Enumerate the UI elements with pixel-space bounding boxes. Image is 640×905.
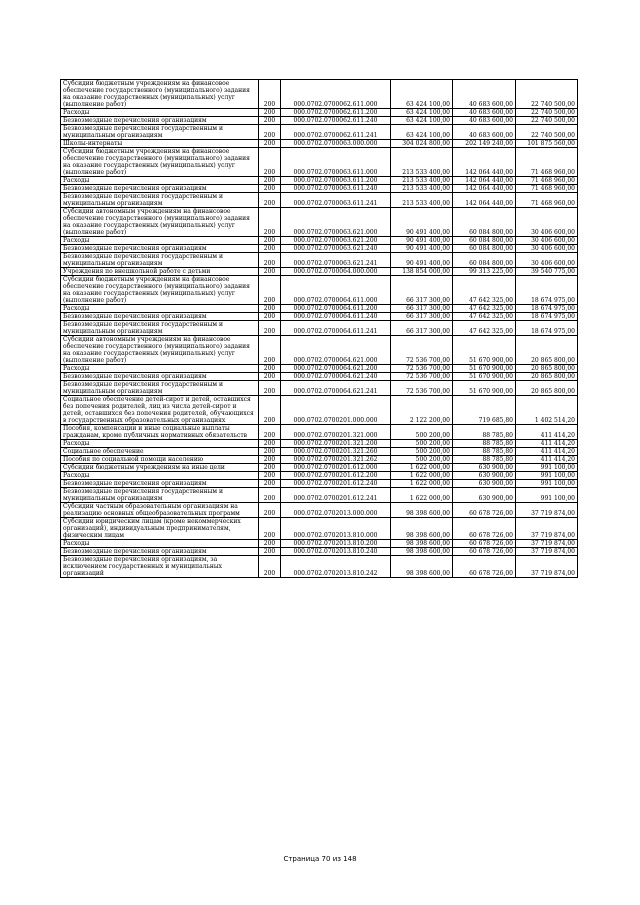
- row-remaining: 39 540 775,00: [516, 268, 578, 276]
- row-name: Безвозмездные перечисления организациям: [61, 548, 259, 556]
- row-remaining: 22 740 500,00: [516, 80, 578, 109]
- row-executed: 60 678 726,00: [453, 556, 516, 578]
- row-classification: 000.0702.0700064.621.240: [281, 373, 391, 381]
- row-executed: 40 683 600,00: [453, 117, 516, 125]
- row-approved: 72 536 700,00: [391, 381, 453, 396]
- row-approved: 1 622 000,00: [391, 488, 453, 503]
- table-row: [61, 276, 578, 305]
- table-row: [61, 396, 578, 425]
- row-name: Субсидии автономным учреждениям на финансовое обеспечение государственного (муниципального) задания на оказание государственных (муниципальных) услуг (выполнение работ): [61, 208, 259, 237]
- row-name: Субсидии бюджетным учреждениям на финансовое обеспечение государственного (муниципального) задания на оказание государственных (муниципальных) услуг (выполнение работ): [61, 148, 259, 177]
- row-remaining: 71 468 960,00: [516, 148, 578, 177]
- row-approved: 63 424 100,00: [391, 117, 453, 125]
- table-row: [61, 373, 578, 381]
- table-row: [61, 125, 578, 140]
- row-remaining: 37 719 874,00: [516, 548, 578, 556]
- table-row: [61, 245, 578, 253]
- row-code: 200: [259, 253, 281, 268]
- row-name: Расходы: [61, 472, 259, 480]
- row-executed: 51 670 900,00: [453, 381, 516, 396]
- row-code: 200: [259, 518, 281, 540]
- row-name: Расходы: [61, 540, 259, 548]
- row-classification: 000.0702.0700062.611.240: [281, 117, 391, 125]
- row-executed: 47 642 325,00: [453, 321, 516, 336]
- row-classification: 000.0702.0700063.611.241: [281, 193, 391, 208]
- row-classification: 000.0702.0702013.000.000: [281, 503, 391, 518]
- row-remaining: 37 719 874,00: [516, 503, 578, 518]
- row-name: Субсидии бюджетным учреждениям на иные цели: [61, 464, 259, 472]
- row-approved: 500 200,00: [391, 440, 453, 448]
- row-executed: 51 670 900,00: [453, 373, 516, 381]
- row-remaining: 101 875 560,00: [516, 140, 578, 148]
- row-classification: 000.0702.0700063.621.200: [281, 237, 391, 245]
- row-executed: 88 785,80: [453, 456, 516, 464]
- row-remaining: 411 414,20: [516, 448, 578, 456]
- row-remaining: 18 674 975,00: [516, 313, 578, 321]
- row-approved: 500 200,00: [391, 425, 453, 440]
- row-name: Безвозмездные перечисления организациям: [61, 117, 259, 125]
- row-remaining: 37 719 874,00: [516, 540, 578, 548]
- row-code: 200: [259, 208, 281, 237]
- row-remaining: 37 719 874,00: [516, 556, 578, 578]
- row-executed: 202 149 240,00: [453, 140, 516, 148]
- row-classification: 000.0702.0702013.810.242: [281, 556, 391, 578]
- row-executed: 88 785,80: [453, 425, 516, 440]
- row-name: Безвозмездные перечисления государственным и муниципальным организациям: [61, 125, 259, 140]
- row-code: 200: [259, 276, 281, 305]
- row-classification: 000.0702.0700064.621.200: [281, 365, 391, 373]
- table-row: [61, 480, 578, 488]
- row-approved: 90 491 400,00: [391, 237, 453, 245]
- table-row: [61, 365, 578, 373]
- table-row: [61, 117, 578, 125]
- row-classification: 000.0702.0700201.321.262: [281, 456, 391, 464]
- row-code: 200: [259, 556, 281, 578]
- row-approved: 98 398 600,00: [391, 548, 453, 556]
- row-classification: 000.0702.0700064.611.241: [281, 321, 391, 336]
- table-row: [61, 440, 578, 448]
- table-row: [61, 80, 578, 109]
- row-executed: 47 642 325,00: [453, 305, 516, 313]
- table-row: [61, 456, 578, 464]
- row-classification: 000.0702.0700064.611.000: [281, 276, 391, 305]
- table-row: [61, 140, 578, 148]
- row-name: Безвозмездные перечисления организациям, за исключением государственных и муниципальных организаций: [61, 556, 259, 578]
- row-approved: 66 317 300,00: [391, 321, 453, 336]
- table-row: [61, 503, 578, 518]
- row-remaining: 20 865 800,00: [516, 381, 578, 396]
- row-code: 200: [259, 480, 281, 488]
- row-approved: 138 854 000,00: [391, 268, 453, 276]
- row-classification: 000.0702.0700064.621.241: [281, 381, 391, 396]
- row-remaining: 20 865 800,00: [516, 336, 578, 365]
- row-remaining: 411 414,20: [516, 425, 578, 440]
- row-remaining: 37 719 874,00: [516, 518, 578, 540]
- row-code: 200: [259, 140, 281, 148]
- row-remaining: 991 100,00: [516, 488, 578, 503]
- row-executed: 142 064 440,00: [453, 177, 516, 185]
- row-remaining: 22 740 500,00: [516, 125, 578, 140]
- row-classification: 000.0702.0700064.000.000: [281, 268, 391, 276]
- row-name: Расходы: [61, 440, 259, 448]
- row-classification: 000.0702.0702013.810.240: [281, 548, 391, 556]
- row-code: 200: [259, 472, 281, 480]
- table-row: [61, 321, 578, 336]
- row-remaining: 20 865 800,00: [516, 373, 578, 381]
- row-approved: 90 491 400,00: [391, 208, 453, 237]
- row-classification: 000.0702.0702013.810.200: [281, 540, 391, 548]
- row-classification: 000.0702.0700064.621.000: [281, 336, 391, 365]
- page-number: Страница 70 из 148: [283, 855, 357, 863]
- row-classification: 000.0702.0700063.611.200: [281, 177, 391, 185]
- row-remaining: 411 414,20: [516, 440, 578, 448]
- row-approved: 213 533 400,00: [391, 177, 453, 185]
- row-approved: 1 622 000,00: [391, 472, 453, 480]
- row-executed: 60 084 800,00: [453, 253, 516, 268]
- row-classification: 000.0702.0700063.611.240: [281, 185, 391, 193]
- row-approved: 98 398 600,00: [391, 518, 453, 540]
- row-executed: 60 678 726,00: [453, 503, 516, 518]
- row-executed: 60 084 800,00: [453, 245, 516, 253]
- row-classification: 000.0702.0700064.611.200: [281, 305, 391, 313]
- row-name: Безвозмездные перечисления государственным и муниципальным организациям: [61, 381, 259, 396]
- row-remaining: 20 865 800,00: [516, 365, 578, 373]
- row-name: Пособия, компенсации и иные социальные выплаты гражданам, кроме публичных нормативных обязательств: [61, 425, 259, 440]
- row-executed: 99 313 225,00: [453, 268, 516, 276]
- row-executed: 40 683 600,00: [453, 109, 516, 117]
- row-name: Безвозмездные перечисления государственным и муниципальным организациям: [61, 488, 259, 503]
- row-executed: 51 670 900,00: [453, 365, 516, 373]
- row-executed: 630 900,00: [453, 472, 516, 480]
- table-row: [61, 336, 578, 365]
- row-classification: 000.0702.0700063.000.000: [281, 140, 391, 148]
- row-code: 200: [259, 540, 281, 548]
- row-approved: 66 317 300,00: [391, 313, 453, 321]
- row-executed: 60 678 726,00: [453, 518, 516, 540]
- row-approved: 90 491 400,00: [391, 245, 453, 253]
- table-row: [61, 237, 578, 245]
- row-name: Безвозмездные перечисления организациям: [61, 373, 259, 381]
- row-executed: 60 084 800,00: [453, 237, 516, 245]
- row-approved: 213 533 400,00: [391, 185, 453, 193]
- row-remaining: 30 406 600,00: [516, 237, 578, 245]
- table-row: [61, 518, 578, 540]
- row-approved: 63 424 100,00: [391, 109, 453, 117]
- row-code: 200: [259, 503, 281, 518]
- row-code: 200: [259, 381, 281, 396]
- row-name: Безвозмездные перечисления государственным и муниципальным организациям: [61, 321, 259, 336]
- row-classification: 000.0702.0700201.321.000: [281, 425, 391, 440]
- row-name: Безвозмездные перечисления организациям: [61, 480, 259, 488]
- row-code: 200: [259, 440, 281, 448]
- row-name: Расходы: [61, 365, 259, 373]
- row-executed: 40 683 600,00: [453, 80, 516, 109]
- row-code: 200: [259, 488, 281, 503]
- row-code: 200: [259, 237, 281, 245]
- row-remaining: 30 406 600,00: [516, 208, 578, 237]
- row-code: 200: [259, 125, 281, 140]
- row-approved: 66 317 300,00: [391, 276, 453, 305]
- row-code: 200: [259, 425, 281, 440]
- row-code: 200: [259, 321, 281, 336]
- row-name: Безвозмездные перечисления государственным и муниципальным организациям: [61, 193, 259, 208]
- row-classification: 000.0702.0700063.621.240: [281, 245, 391, 253]
- row-executed: 47 642 325,00: [453, 276, 516, 305]
- row-code: 200: [259, 268, 281, 276]
- row-classification: 000.0702.0700062.611.241: [281, 125, 391, 140]
- row-approved: 2 122 200,00: [391, 396, 453, 425]
- row-approved: 72 536 700,00: [391, 373, 453, 381]
- row-code: 200: [259, 336, 281, 365]
- row-approved: 500 200,00: [391, 448, 453, 456]
- row-name: Расходы: [61, 177, 259, 185]
- row-code: 200: [259, 185, 281, 193]
- row-remaining: 991 100,00: [516, 472, 578, 480]
- row-executed: 47 642 325,00: [453, 313, 516, 321]
- table-row: [61, 268, 578, 276]
- row-name: Расходы: [61, 305, 259, 313]
- row-code: 200: [259, 305, 281, 313]
- row-code: 200: [259, 456, 281, 464]
- row-executed: 40 683 600,00: [453, 125, 516, 140]
- row-executed: 719 685,80: [453, 396, 516, 425]
- row-code: 200: [259, 396, 281, 425]
- row-approved: 98 398 600,00: [391, 540, 453, 548]
- row-classification: 000.0702.0700201.000.000: [281, 396, 391, 425]
- row-name: Социальное обеспечение детей-сирот и детей, оставшихся без попечения родителей, лиц из числа детей-сирот и детей, оставшихся без попечения родителей, обучающихся в государственных образовательных организациях: [61, 396, 259, 425]
- row-approved: 213 533 400,00: [391, 148, 453, 177]
- row-remaining: 411 414,20: [516, 456, 578, 464]
- table-row: [61, 448, 578, 456]
- row-approved: 66 317 300,00: [391, 305, 453, 313]
- row-approved: 98 398 600,00: [391, 503, 453, 518]
- row-code: 200: [259, 193, 281, 208]
- row-approved: 63 424 100,00: [391, 125, 453, 140]
- row-classification: 000.0702.0700201.612.000: [281, 464, 391, 472]
- row-classification: 000.0702.0700201.612.241: [281, 488, 391, 503]
- table-row: [61, 208, 578, 237]
- row-approved: 304 024 800,00: [391, 140, 453, 148]
- row-classification: 000.0702.0700062.611.000: [281, 80, 391, 109]
- row-executed: 60 084 800,00: [453, 208, 516, 237]
- table-row: [61, 472, 578, 480]
- row-remaining: 991 100,00: [516, 480, 578, 488]
- row-code: 200: [259, 148, 281, 177]
- row-code: 200: [259, 313, 281, 321]
- table-row: [61, 305, 578, 313]
- table-row: [61, 425, 578, 440]
- row-code: 200: [259, 80, 281, 109]
- row-code: 200: [259, 109, 281, 117]
- row-executed: 142 064 440,00: [453, 148, 516, 177]
- row-classification: 000.0702.0700064.611.240: [281, 313, 391, 321]
- row-approved: 500 200,00: [391, 456, 453, 464]
- row-remaining: 18 674 975,00: [516, 276, 578, 305]
- row-approved: 72 536 700,00: [391, 336, 453, 365]
- row-name: Субсидии юридическим лицам (кроме некоммерческих организаций), индивидуальным предпринимателям, физическим лицам: [61, 518, 259, 540]
- table-row: [61, 185, 578, 193]
- table-row: [61, 464, 578, 472]
- budget-table-body: [61, 80, 578, 578]
- row-remaining: 22 740 500,00: [516, 109, 578, 117]
- row-remaining: 18 674 975,00: [516, 321, 578, 336]
- row-remaining: 71 468 960,00: [516, 177, 578, 185]
- row-approved: 213 533 400,00: [391, 193, 453, 208]
- row-code: 200: [259, 177, 281, 185]
- row-executed: 630 900,00: [453, 488, 516, 503]
- row-classification: 000.0702.0702013.810.000: [281, 518, 391, 540]
- row-name: Субсидии бюджетным учреждениям на финансовое обеспечение государственного (муниципального) задания на оказание государственных (муниципальных) услуг (выполнение работ): [61, 276, 259, 305]
- table-row: [61, 148, 578, 177]
- table-row: [61, 313, 578, 321]
- row-approved: 63 424 100,00: [391, 80, 453, 109]
- row-name: Субсидии бюджетным учреждениям на финансовое обеспечение государственного (муниципального) задания на оказание государственных (муниципальных) услуг (выполнение работ): [61, 80, 259, 109]
- row-approved: 98 398 600,00: [391, 556, 453, 578]
- row-code: 200: [259, 373, 281, 381]
- row-classification: 000.0702.0700063.611.000: [281, 148, 391, 177]
- row-code: 200: [259, 448, 281, 456]
- row-approved: 72 536 700,00: [391, 365, 453, 373]
- row-classification: 000.0702.0700201.321.200: [281, 440, 391, 448]
- row-classification: 000.0702.0700063.621.241: [281, 253, 391, 268]
- row-classification: 000.0702.0700062.611.200: [281, 109, 391, 117]
- row-code: 200: [259, 117, 281, 125]
- row-executed: 88 785,80: [453, 440, 516, 448]
- row-name: Социальное обеспечение: [61, 448, 259, 456]
- row-remaining: 30 406 600,00: [516, 253, 578, 268]
- row-name: Учреждения по внешкольной работе с детьми: [61, 268, 259, 276]
- row-code: 200: [259, 548, 281, 556]
- row-executed: 60 678 726,00: [453, 540, 516, 548]
- row-executed: 630 900,00: [453, 480, 516, 488]
- row-name: Субсидии автономным учреждениям на финансовое обеспечение государственного (муниципального) задания на оказание государственных (муниципальных) услуг (выполнение работ): [61, 336, 259, 365]
- table-row: [61, 177, 578, 185]
- row-remaining: 22 740 500,00: [516, 117, 578, 125]
- row-remaining: 18 674 975,00: [516, 305, 578, 313]
- table-row: [61, 253, 578, 268]
- table-row: [61, 488, 578, 503]
- row-name: Безвозмездные перечисления организациям: [61, 245, 259, 253]
- row-name: Субсидии частным образовательным организациям на реализацию основных общеобразовательных программ: [61, 503, 259, 518]
- row-name: Пособия по социальной помощи населению: [61, 456, 259, 464]
- table-row: [61, 193, 578, 208]
- row-executed: 142 064 440,00: [453, 193, 516, 208]
- budget-table: [60, 79, 578, 578]
- row-code: 200: [259, 464, 281, 472]
- row-name: Расходы: [61, 237, 259, 245]
- row-classification: 000.0702.0700201.321.260: [281, 448, 391, 456]
- row-classification: 000.0702.0700063.621.000: [281, 208, 391, 237]
- row-executed: 88 785,80: [453, 448, 516, 456]
- row-name: Безвозмездные перечисления организациям: [61, 313, 259, 321]
- row-executed: 630 900,00: [453, 464, 516, 472]
- row-name: Безвозмездные перечисления организациям: [61, 185, 259, 193]
- row-code: 200: [259, 245, 281, 253]
- row-executed: 51 670 900,00: [453, 336, 516, 365]
- row-executed: 60 678 726,00: [453, 548, 516, 556]
- row-approved: 1 622 000,00: [391, 480, 453, 488]
- row-classification: 000.0702.0700201.612.200: [281, 472, 391, 480]
- row-remaining: 71 468 960,00: [516, 185, 578, 193]
- table-row: [61, 548, 578, 556]
- row-executed: 142 064 440,00: [453, 185, 516, 193]
- row-classification: 000.0702.0700201.612.240: [281, 480, 391, 488]
- row-name: Безвозмездные перечисления государственным и муниципальным организациям: [61, 253, 259, 268]
- row-name: Школы-интернаты: [61, 140, 259, 148]
- row-approved: 90 491 400,00: [391, 253, 453, 268]
- row-remaining: 991 100,00: [516, 464, 578, 472]
- row-approved: 1 622 000,00: [391, 464, 453, 472]
- table-row: [61, 556, 578, 578]
- row-remaining: 1 402 514,20: [516, 396, 578, 425]
- table-row: [61, 540, 578, 548]
- row-remaining: 30 406 600,00: [516, 245, 578, 253]
- table-row: [61, 109, 578, 117]
- row-remaining: 71 468 960,00: [516, 193, 578, 208]
- row-name: Расходы: [61, 109, 259, 117]
- table-row: [61, 381, 578, 396]
- row-code: 200: [259, 365, 281, 373]
